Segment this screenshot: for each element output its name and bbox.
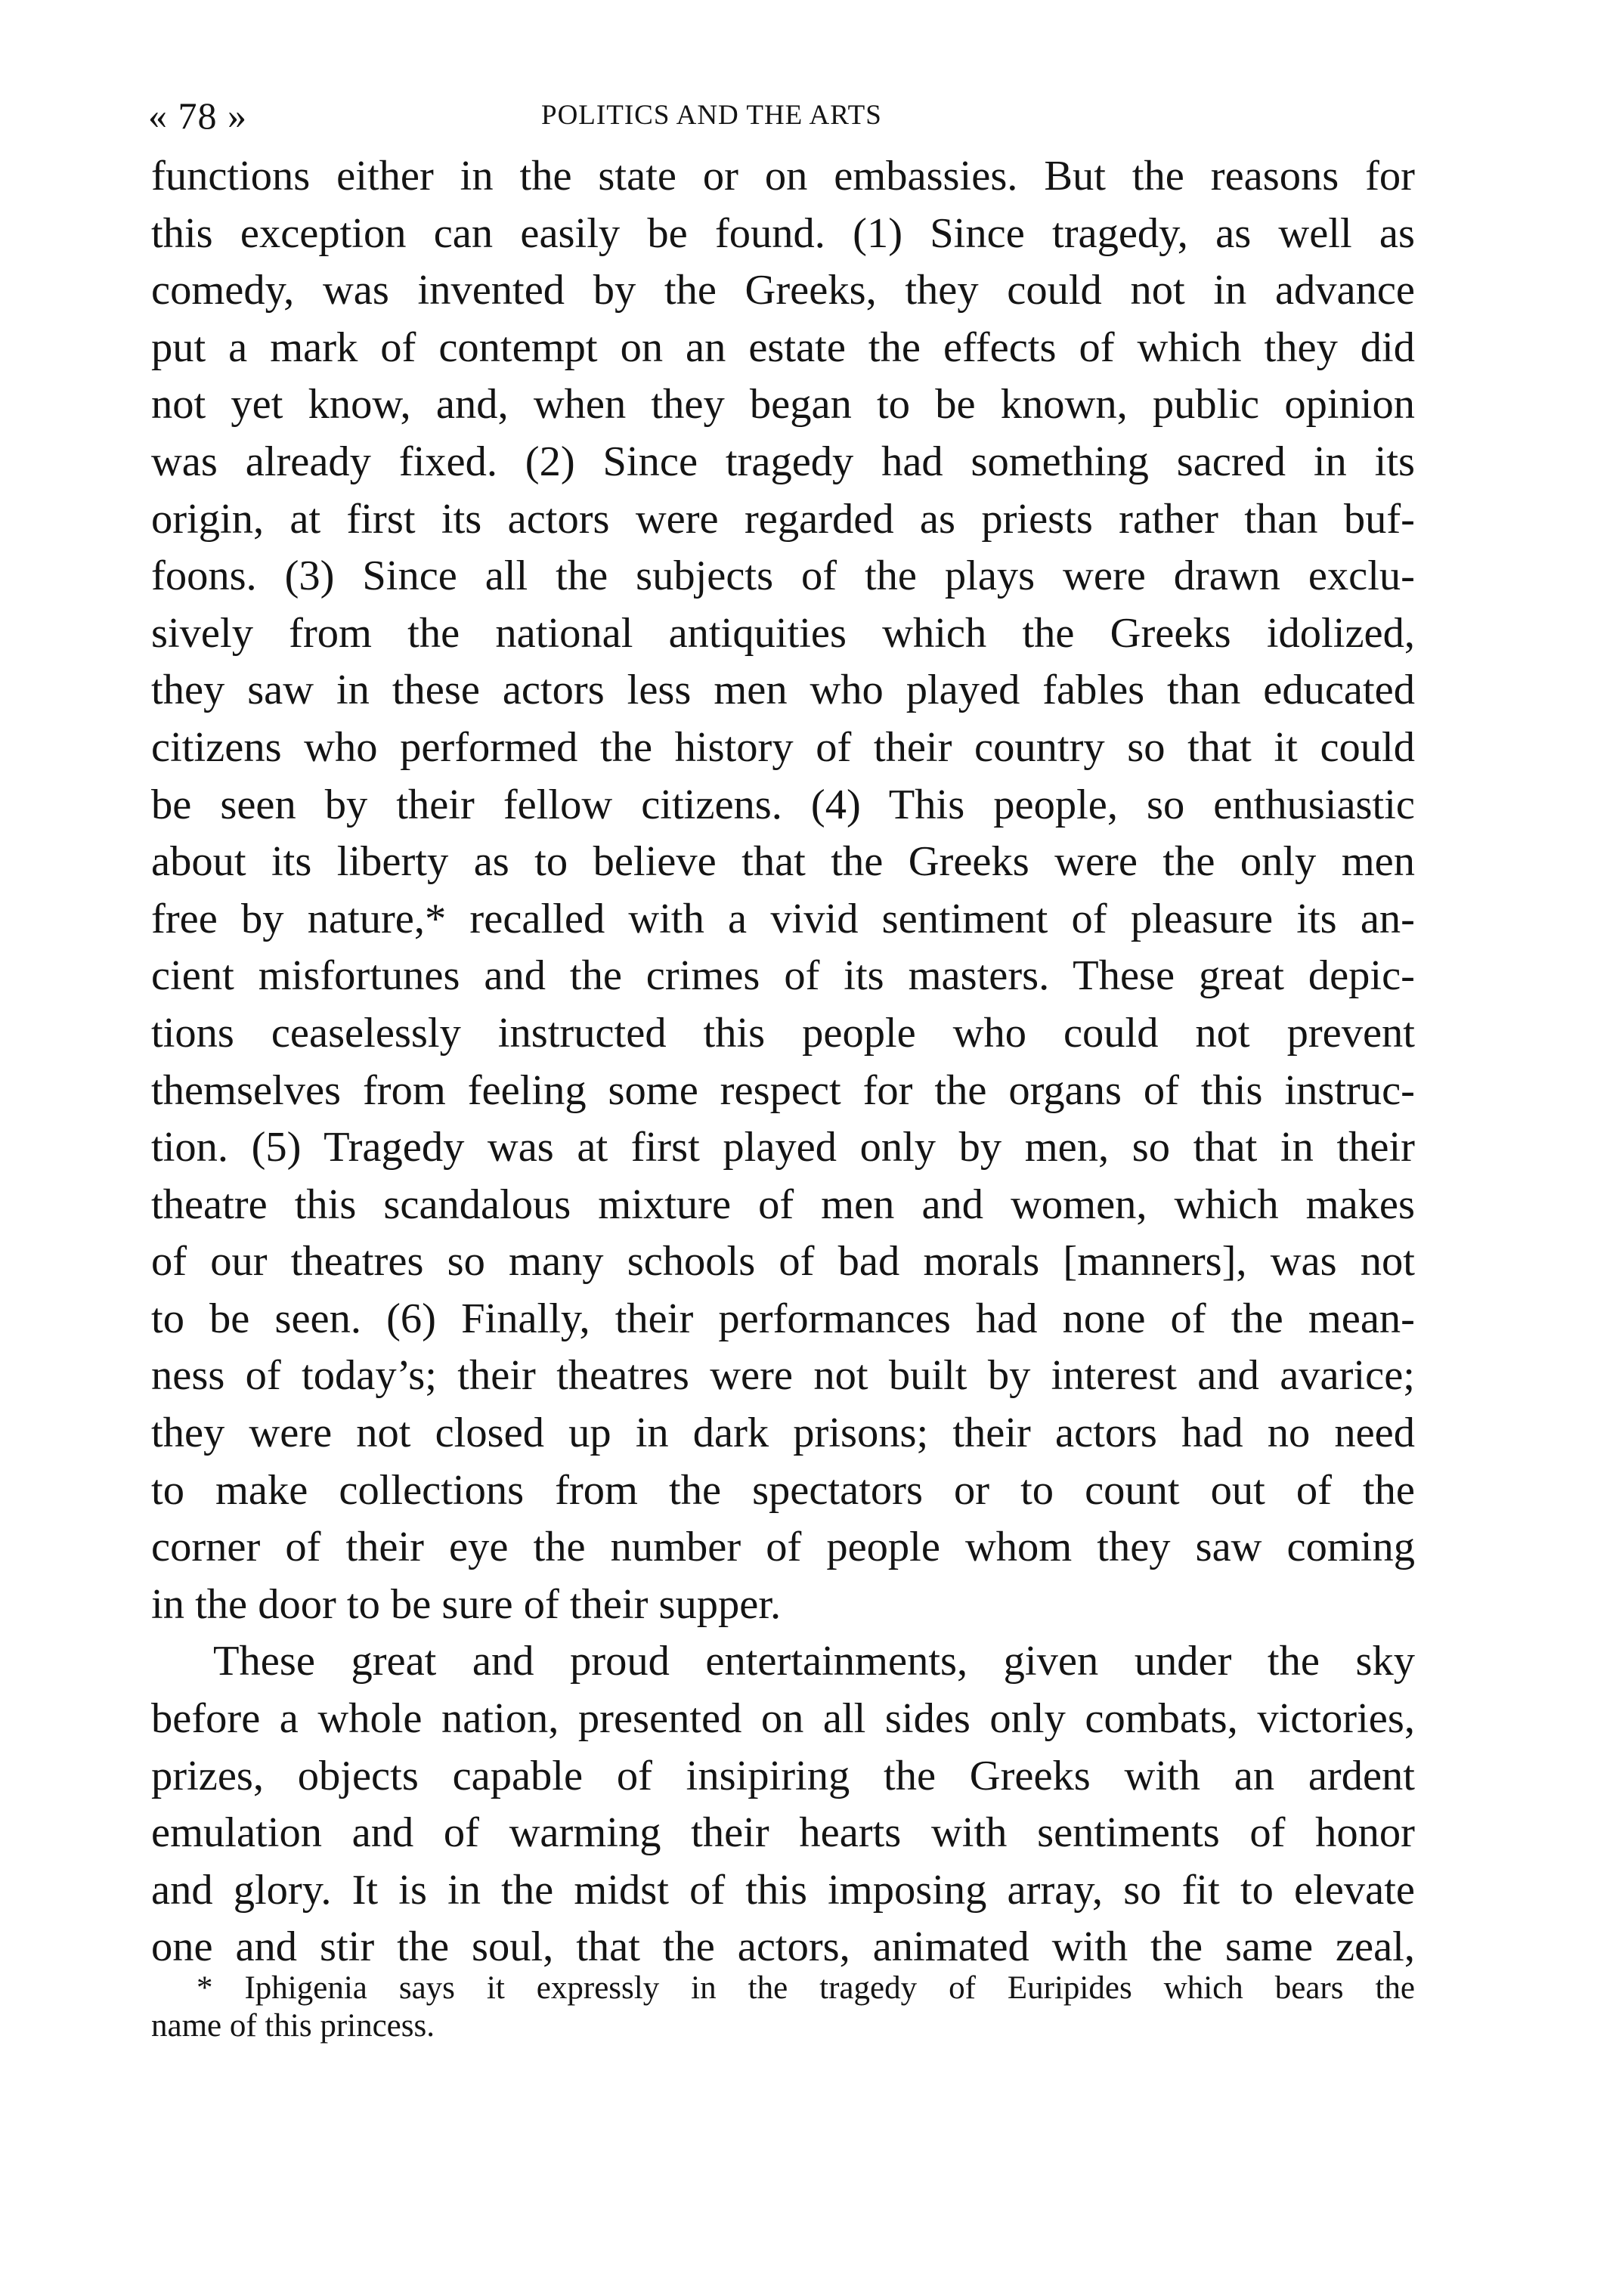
text-line: sively from the national antiquities which the Greeks idolized,: [151, 609, 1415, 657]
text-line: in the door to be sure of their supper.: [151, 1580, 782, 1628]
body-text: [151, 148, 1415, 1976]
text-line: tions ceaselessly instructed this people who could not prevent: [151, 1009, 1415, 1057]
text-line: citizens who performed the history of their country so that it could: [151, 723, 1415, 771]
text-line: emulation and of warming their hearts with sentiments of honor: [151, 1809, 1415, 1857]
text-line: of our theatres so many schools of bad morals [manners], was not: [151, 1238, 1415, 1286]
text-line: These great and proud entertainments, given under the sky: [213, 1638, 1415, 1685]
text-line: was already fixed. (2) Since tragedy had something sacred in its: [151, 438, 1415, 485]
text-line: prizes, objects capable of insipiring the Greeks with an ardent: [151, 1752, 1415, 1799]
paragraph-1: [151, 148, 1415, 1633]
text-line: foons. (3) Since all the subjects of the plays were drawn exclu-: [151, 552, 1415, 600]
text-line: free by nature,* recalled with a vivid sentiment of pleasure its an-: [151, 895, 1415, 942]
paragraph-2: [151, 1633, 1415, 1976]
text-line: this exception can easily be found. (1) Since tragedy, as well as: [151, 209, 1415, 257]
text-line: origin, at first its actors were regarded as priests rather than buf-: [151, 495, 1415, 543]
text-line: about its liberty as to believe that the Greeks were the only men: [151, 838, 1415, 886]
text-line: to be seen. (6) Finally, their performances had none of the mean-: [151, 1295, 1415, 1342]
text-line: theatre this scandalous mixture of men and women, which makes: [151, 1180, 1415, 1228]
footnote: [151, 1970, 1415, 2045]
footnote-line: * Iphigenia says it expressly in the tragedy of Euripides which bears the: [197, 1970, 1415, 2006]
page-number: « 78 »: [148, 94, 247, 137]
text-line: one and stir the soul, that the actors, animated with the same zeal,: [151, 1923, 1415, 1971]
running-head: [148, 89, 1403, 142]
text-line: functions either in the state or on embassies. But the reasons for: [151, 153, 1415, 200]
text-line: and glory. It is in the midst of this imposing array, so fit to elevate: [151, 1866, 1415, 1914]
footnote-line: name of this princess.: [151, 2008, 435, 2044]
text-line: not yet know, and, when they began to be known, public opinion: [151, 381, 1415, 429]
text-line: put a mark of contempt on an estate the effects of which they did: [151, 323, 1415, 371]
text-line: to make collections from the spectators or to count out of the: [151, 1466, 1415, 1514]
text-line: be seen by their fellow citizens. (4) This people, so enthusiastic: [151, 781, 1415, 828]
text-line: before a whole nation, presented on all sides only combats, victories,: [151, 1695, 1415, 1743]
text-line: they were not closed up in dark prisons; their actors had no need: [151, 1409, 1415, 1457]
text-line: comedy, was invented by the Greeks, they could not in advance: [151, 267, 1415, 314]
text-line: corner of their eye the number of people whom they saw coming: [151, 1524, 1415, 1571]
text-line: ness of today’s; their theatres were not built by interest and avarice;: [151, 1352, 1415, 1400]
text-line: they saw in these actors less men who played fables than educated: [151, 667, 1415, 714]
running-title: POLITICS AND THE ARTS: [541, 100, 882, 131]
text-line: cient misfortunes and the crimes of its masters. These great depic-: [151, 952, 1415, 1000]
text-line: tion. (5) Tragedy was at first played only by men, so that in their: [151, 1124, 1415, 1171]
text-line: themselves from feeling some respect for the organs of this instruc-: [151, 1066, 1415, 1114]
